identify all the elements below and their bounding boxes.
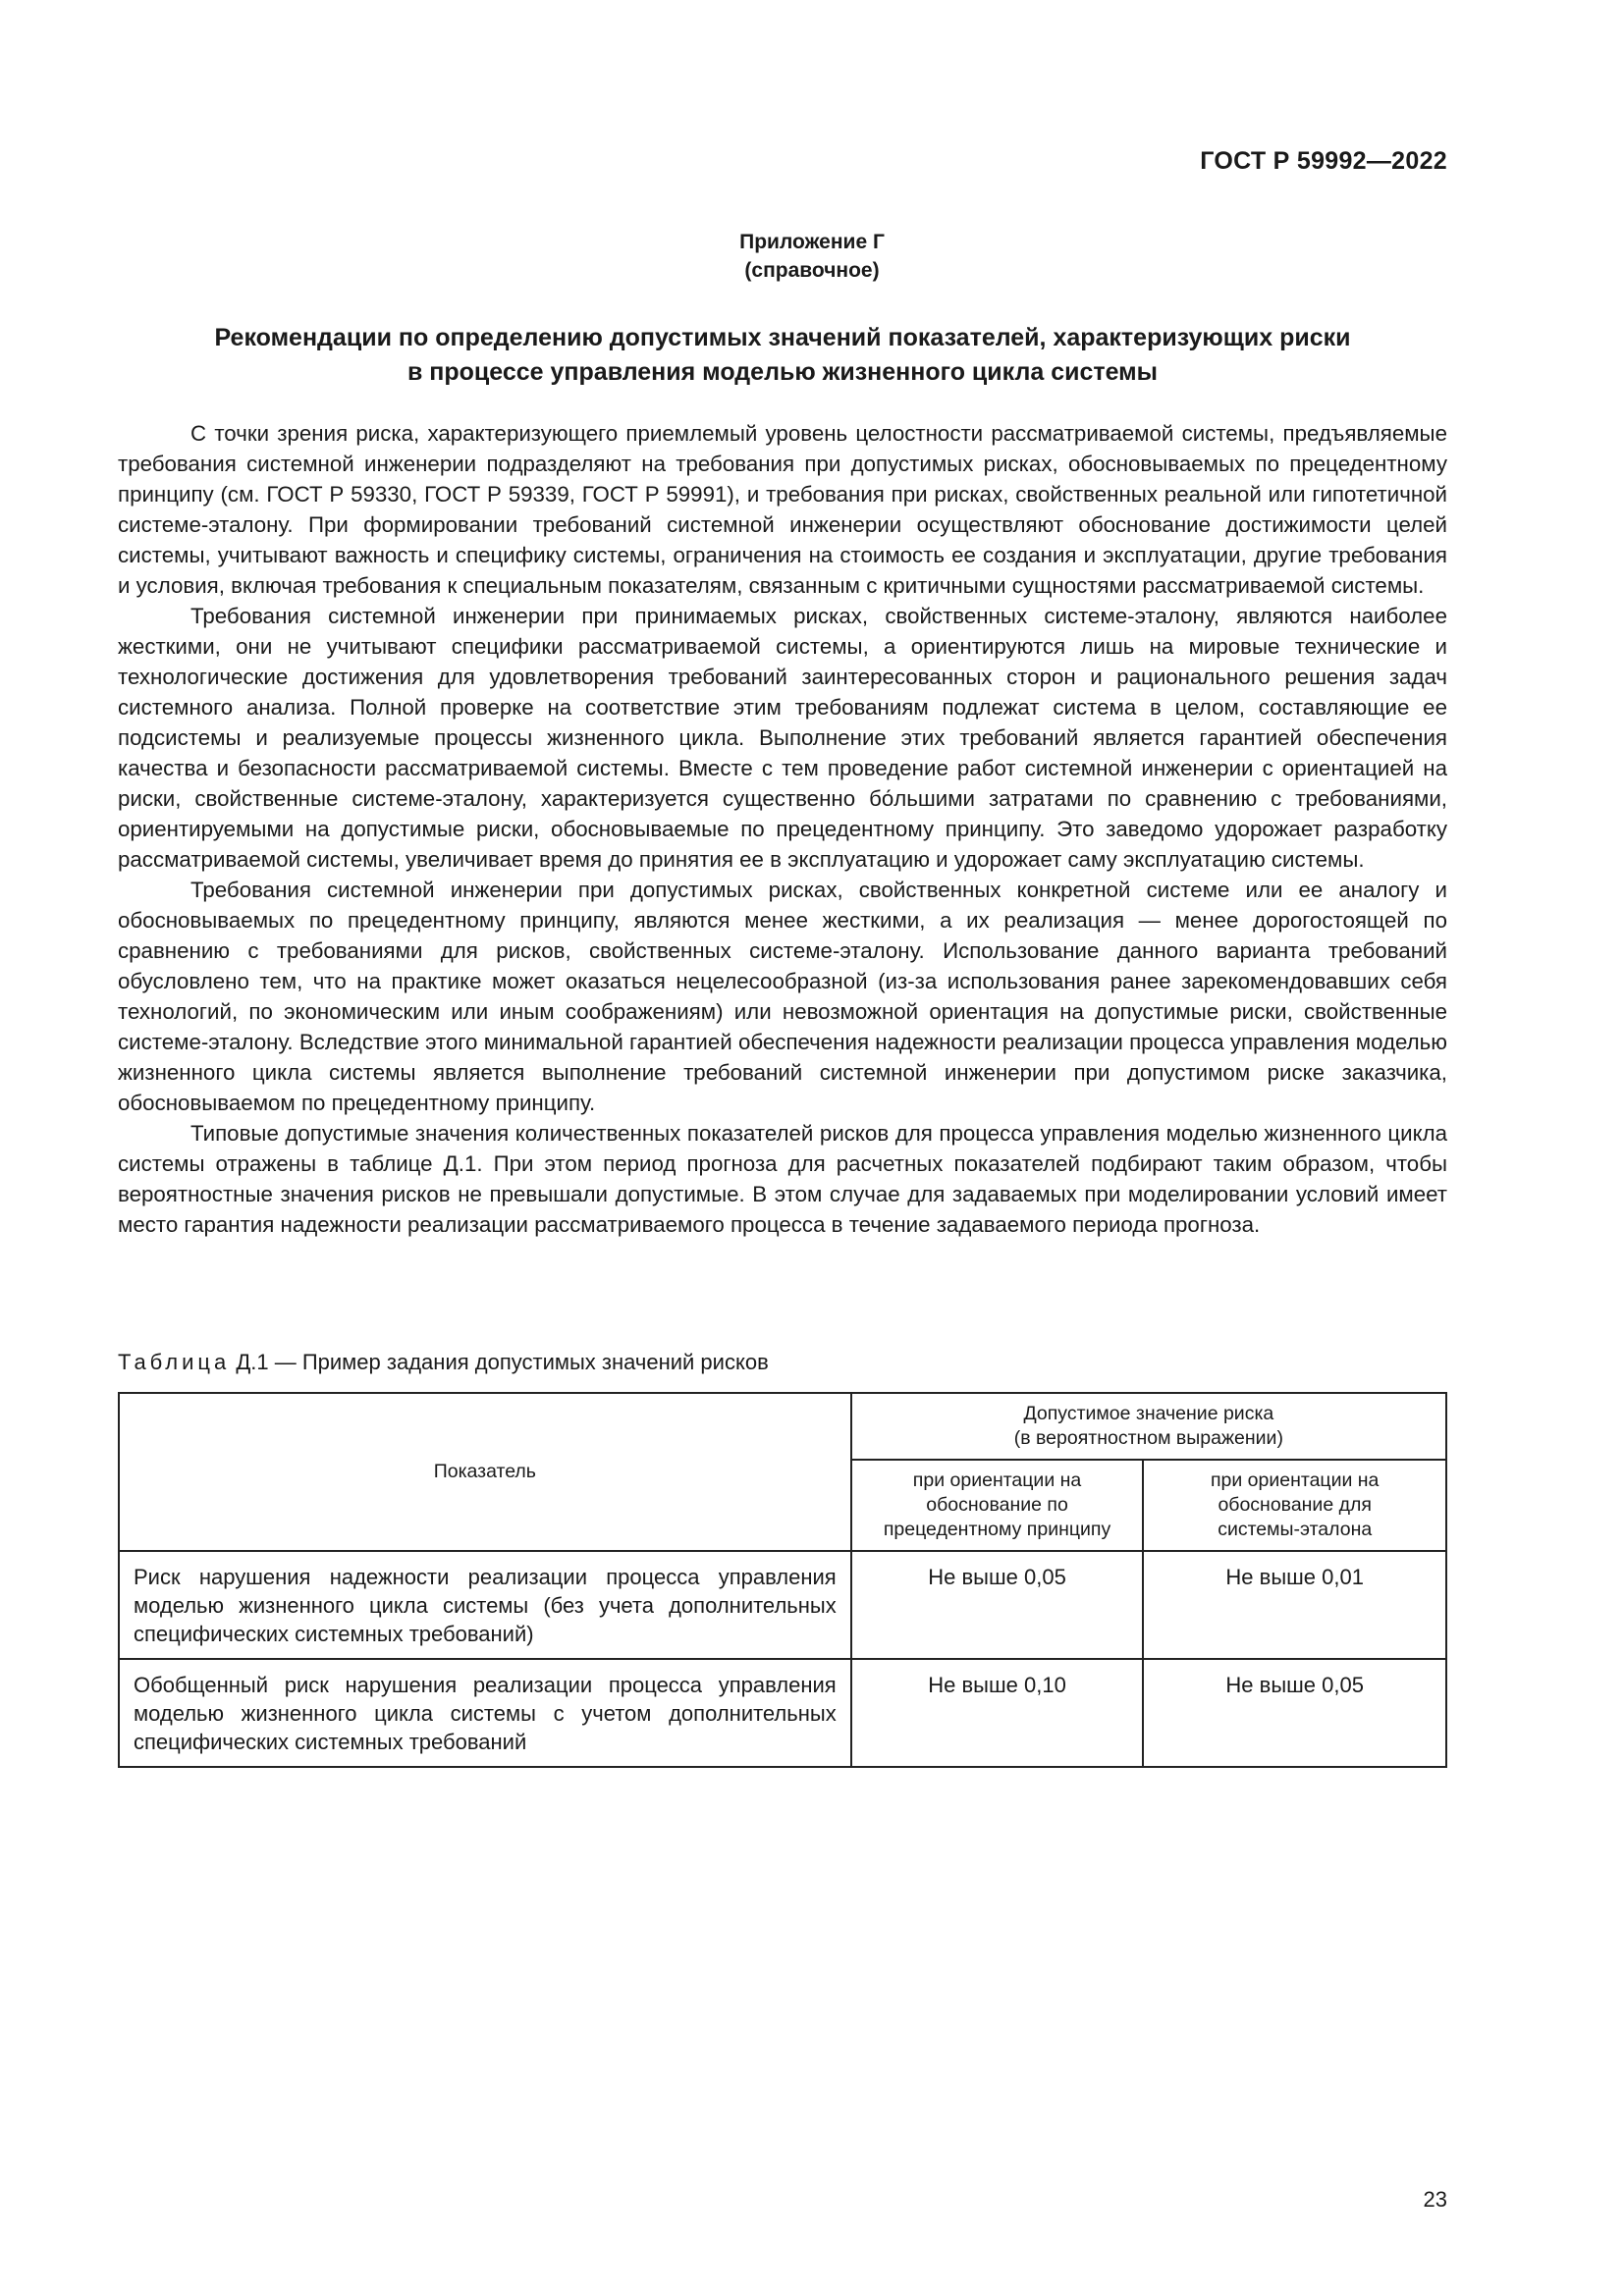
header-reference-line-2: обоснование для (1218, 1494, 1372, 1516)
row-2-indicator: Обобщенный риск нарушения реализации процесса управления моделью жизненного цикла системы с учетом дополнительных специфических системных требований (119, 1659, 851, 1767)
appendix-label: Приложение Г (739, 231, 885, 253)
table-header-row (119, 1393, 1446, 1460)
row-1-indicator: Риск нарушения надежности реализации процесса управления моделью жизненного цикла системы (без учета дополнительных специфических системных требований) (119, 1551, 851, 1659)
title-line-1: Рекомендации по определению допустимых значений показателей, характеризующих риски (214, 324, 1351, 351)
header-precedent-line-3: прецедентному принципу (883, 1519, 1111, 1540)
title-line-2: в процессе управления моделью жизненного цикла системы (406, 358, 1159, 386)
row-1-reference-value: Не выше 0,01 (1143, 1551, 1446, 1659)
document-id: ГОСТ Р 59992—2022 (1200, 147, 1447, 175)
page-number: 23 (1423, 2187, 1447, 2212)
header-allowed-value-line-2: (в вероятностном выражении) (1013, 1427, 1283, 1449)
risk-values-table (118, 1392, 1447, 1768)
table-caption (118, 1348, 769, 1377)
header-reference-line-1: при ориентации на (1210, 1469, 1380, 1491)
table-caption-text: Д.1 — Пример задания допустимых значений рисков (230, 1350, 769, 1374)
appendix-heading (0, 228, 1624, 285)
header-reference-line-3: системы-эталона (1218, 1519, 1373, 1540)
paragraph-2: Требования системной инженерии при принимаемых рисках, свойственных системе-эталону, являются наиболее жесткими, они не учитывают специфики рассматриваемой системы, а ориентируются лишь на мировые технические и технологические достижения для удовлетворения требований заинтересованных сторон и рационального решения задач системного анализа. Полной проверке на соответствие этим требованиям подлежат система в целом, составляющие ее подсистемы и реализуемые процессы жизненного цикла. Выполнение этих требований является гарантией обеспечения качества и безопасности рассматриваемой системы. Вместе с тем проведение работ системной инженерии с ориентацией на риски, свойственные системе-эталону, характеризуется существенно бо́льшими затратами по сравнению с требованиями, ориентируемыми на допустимые риски, обосновываемые по прецедентному принципу. Это заведомо удорожает разработку рассматриваемой системы, увеличивает время до принятия ее в эксплуатацию и удорожает саму эксплуатацию системы. (118, 604, 1447, 872)
appendix-type: (справочное) (744, 259, 880, 282)
table-row (119, 1551, 1446, 1659)
header-precedent-line-2: обоснование по (926, 1494, 1068, 1516)
row-2-precedent-value: Не выше 0,10 (851, 1659, 1144, 1767)
header-allowed-value (851, 1393, 1446, 1460)
header-indicator: Показатель (119, 1393, 851, 1551)
table-caption-word: Таблица (118, 1350, 231, 1374)
row-2-reference-value: Не выше 0,05 (1143, 1659, 1446, 1767)
row-1-precedent-value: Не выше 0,05 (851, 1551, 1144, 1659)
body-text (118, 418, 1447, 1240)
header-precedent-line-1: при ориентации на (912, 1469, 1082, 1491)
paragraph-1: С точки зрения риска, характеризующего приемлемый уровень целостности рассматриваемой системы, предъявляемые требования системной инженерии подразделяют на требования при допустимых рисках, обосновываемых по прецедентному принципу (см. ГОСТ Р 59330, ГОСТ Р 59339, ГОСТ Р 59991), и требования при рисках, свойственных реальной или гипотетичной системе-эталону. При формировании требований системной инженерии осуществляют обоснование достижимости целей системы, учитывают важность и специфику системы, ограничения на стоимость ее создания и эксплуатации, другие требования и условия, включая требования к специальным показателям, связанным с критичными сущностями рассматриваемой системы. (118, 421, 1447, 598)
header-reference-system (1143, 1460, 1446, 1551)
header-allowed-value-line-1: Допустимое значение риска (1023, 1403, 1274, 1424)
page-title (118, 321, 1447, 390)
paragraph-3: Требования системной инженерии при допустимых рисках, свойственных конкретной системе или ее аналогу и обосновываемых по прецедентному принципу, являются менее жесткими, а их реализация — менее дорогостоящей по сравнению с требованиями для рисков, свойственных системе-эталону. Использование данного варианта требований обусловлено тем, что на практике может оказаться нецелесообразной (из-за использования ранее зарекомендовавших себя технологий, по экономическим или иным соображениям) или невозможной ориентация на допустимые риски, свойственные системе-эталону. Вследствие этого минимальной гарантией обеспечения надежности реализации процесса управления моделью жизненного цикла системы является выполнение требований системной инженерии при допустимом риске заказчика, обосновываемом по прецедентному принципу. (118, 878, 1447, 1115)
header-precedent (851, 1460, 1144, 1551)
paragraph-4: Типовые допустимые значения количественных показателей рисков для процесса управления моделью жизненного цикла системы отражены в таблице Д.1. При этом период прогноза для расчетных показателей подбирают таким образом, чтобы вероятностные значения рисков не превышали допустимые. В этом случае для задаваемых при моделировании условий имеет место гарантия надежности реализации рассматриваемого процесса в течение задаваемого периода прогноза. (118, 1121, 1447, 1237)
table-row (119, 1659, 1446, 1767)
